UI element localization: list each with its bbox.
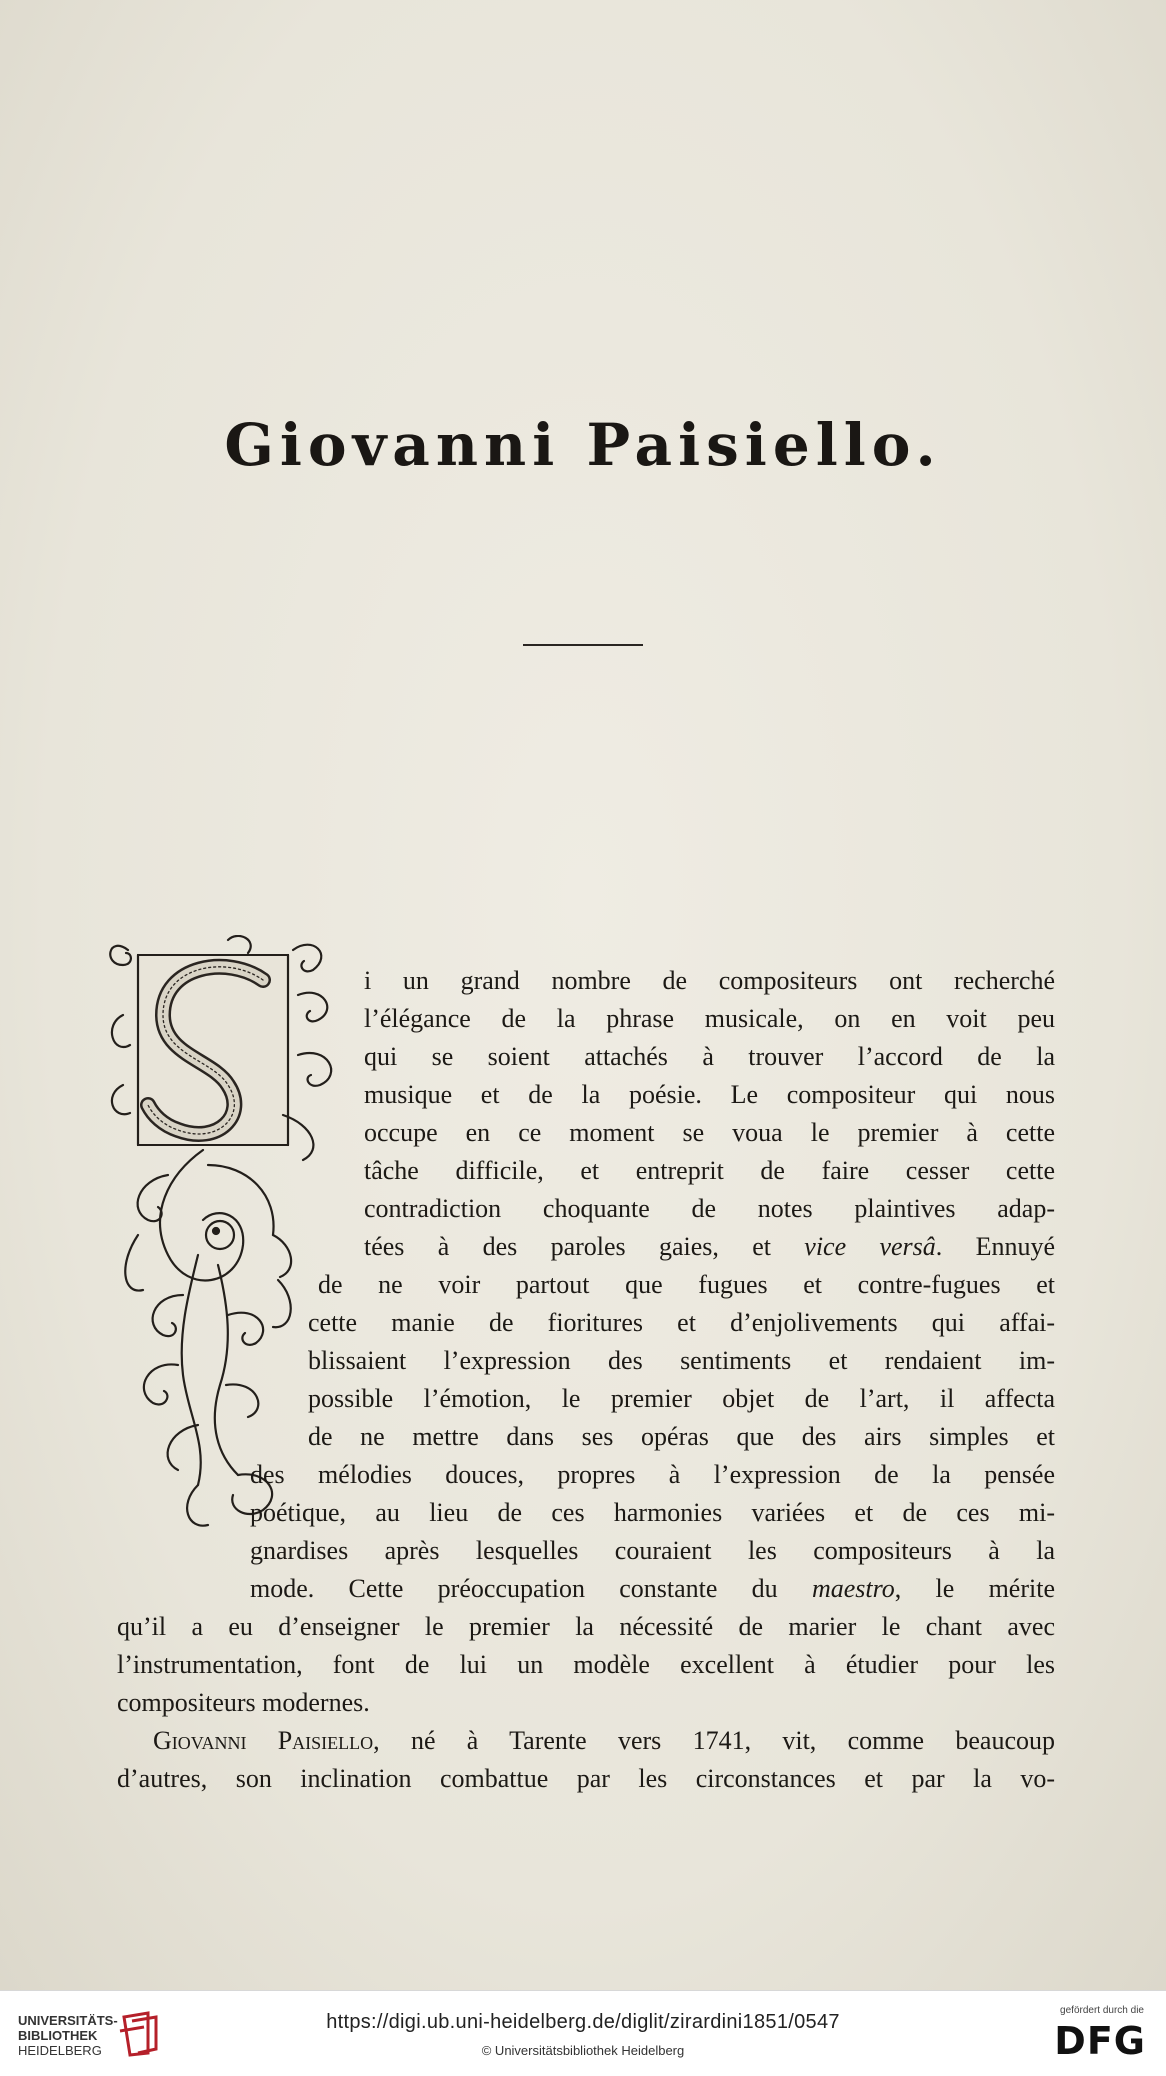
body-line: qu’il a eu d’enseigner le premier la nécessité de marier le chant avec (117, 1612, 1055, 1641)
viewer-footer (0, 1990, 1166, 2076)
body-line: blissaient l’expression des sentiments et rendaient im- (308, 1346, 1055, 1375)
body-line: compositeurs modernes. (117, 1688, 370, 1717)
body-line: des mélodies douces, propres à l’expression de la pensée (250, 1460, 1055, 1489)
body-line: qui se soient attachés à trouver l’accord de la (364, 1042, 1055, 1071)
body-line: contradiction choquante de notes plaintives adap- (364, 1194, 1055, 1223)
body-line: occupe en ce moment se voua le premier à cette (364, 1118, 1055, 1147)
body-line: tâche difficile, et entreprit de faire cesser cette (364, 1156, 1055, 1185)
body-line: gnardises après lesquelles couraient les compositeurs à la (250, 1536, 1055, 1565)
library-name-line: HEIDELBERG (18, 2043, 102, 2058)
body-line: cette manie de fioritures et d’enjolivements qui affai- (308, 1308, 1055, 1337)
page-title: Giovanni Paisiello. (224, 410, 942, 479)
copyright-notice: © Universitätsbibliothek Heidelberg (481, 2043, 685, 2058)
body-line: tées à des paroles gaies, et vice versâ. Ennuyé (364, 1232, 1056, 1261)
body-line: l’instrumentation, font de lui un modèle excellent à étudier pour les (117, 1650, 1055, 1679)
body-line: possible l’émotion, le premier objet de l’art, il affecta (308, 1384, 1055, 1413)
body-line: Giovanni Paisiello, né à Tarente vers 1741, vit, comme beaucoup (153, 1726, 1055, 1755)
library-name-line: BIBLIOTHEK (18, 2028, 98, 2043)
body-line: de ne mettre dans ses opéras que des airs simples et (308, 1422, 1055, 1451)
title-divider (523, 644, 643, 646)
body-line: mode. Cette préoccupation constante du maestro, le mérite (250, 1574, 1055, 1603)
funding-note: gefördert durch die (1060, 2005, 1144, 2016)
body-line: musique et de la poésie. Le compositeur qui nous (364, 1080, 1055, 1109)
body-line: poétique, au lieu de ces harmonies variées et de ces mi- (250, 1498, 1055, 1527)
body-line: de ne voir partout que fugues et contre-fugues et (318, 1270, 1055, 1299)
body-line: i un grand nombre de compositeurs ont recherché (364, 966, 1055, 995)
body-line: l’élégance de la phrase musicale, on en voit peu (364, 1004, 1055, 1033)
page-url-link[interactable]: https://digi.ub.uni-heidelberg.de/diglit/zirardini1851/0547 (326, 2011, 840, 2033)
library-name-line: UNIVERSITÄTS- (18, 2013, 118, 2028)
dfg-logo: DFG (1054, 2019, 1146, 2063)
body-line: d’autres, son inclination combattue par les circonstances et par la vo- (117, 1764, 1055, 1793)
